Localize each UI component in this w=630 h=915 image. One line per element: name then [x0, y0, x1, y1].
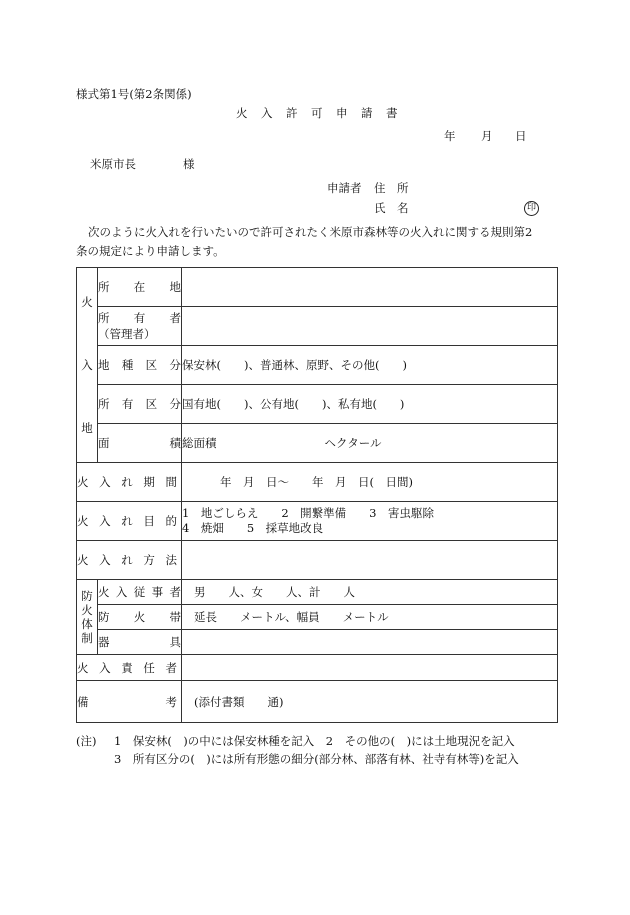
area-field[interactable]: 総面積 ヘクタール: [182, 424, 558, 463]
method-field[interactable]: [182, 541, 558, 580]
date-day: 日: [515, 129, 527, 143]
notes-line-1: 1 保安林( )の中には保安林種を記入 2 その他の( )には土地現況を記入: [114, 734, 515, 748]
applicant-address-label: 住 所: [374, 181, 409, 195]
responsible-label: 火 入 責 任 者: [77, 655, 182, 681]
period-label: 火 入 れ 期 間: [77, 463, 182, 502]
addressee-honorific: 様: [183, 157, 195, 171]
remarks-field[interactable]: (添付書類 通): [182, 681, 558, 723]
purpose-label: 火 入 れ 目 的: [77, 502, 182, 541]
notes-line-2: 3 所有区分の( )には所有形態の細分(部分林、部落有林、社寺有林等)を記入: [114, 752, 519, 766]
firebreak-label: 防 火 帯: [98, 605, 182, 630]
method-label: 火 入 れ 方 法: [77, 541, 182, 580]
land-type-label: 地 種 区 分: [98, 346, 182, 385]
intro-line-2: 条の規定により申請します。: [76, 244, 225, 258]
addressee-name: 米原市長: [90, 157, 136, 171]
workers-label: 火 入 従 事 者: [98, 580, 182, 605]
purpose-field[interactable]: 1 地ごしらえ 2 開繋準備 3 害虫駆除 4 焼畑 5 採草地改良: [182, 502, 558, 541]
equipment-label: 器 具: [98, 630, 182, 655]
applicant-label: 申請者: [327, 181, 362, 195]
form-number: 様式第1号(第2条関係): [76, 87, 192, 101]
ownership-label: 所 有 区 分: [98, 385, 182, 424]
period-field[interactable]: 年 月 日〜 年 月 日( 日間): [182, 463, 558, 502]
owner-field[interactable]: [182, 307, 558, 346]
workers-field[interactable]: 男 人、女 人、計 人: [182, 580, 558, 605]
land-type-field[interactable]: 保安林( )、普通林、原野、その他( ): [182, 346, 558, 385]
notes-prefix: (注): [76, 734, 97, 748]
location-label-text: 所 在 地: [98, 280, 181, 294]
location-field[interactable]: [182, 268, 558, 307]
remarks-label: 備 考: [77, 681, 182, 723]
seal-icon: 印: [524, 199, 539, 216]
applicant-name-label: 氏 名: [374, 201, 409, 215]
date-month: 月: [481, 129, 493, 143]
application-table: [76, 267, 558, 723]
area-label: 面 積: [98, 424, 182, 463]
location-label: [98, 268, 182, 307]
owner-label: 所 有 者 （管理者）: [98, 307, 182, 346]
ownership-field[interactable]: 国有地( )、公有地( )、私有地( ): [182, 385, 558, 424]
date-year: 年: [444, 129, 456, 143]
fire-prevention-group-label: 防 火 体 制: [77, 580, 98, 655]
page-title: 火 入 許 可 申 請 書: [236, 106, 399, 120]
firebreak-field[interactable]: 延長 メートル、幅員 メートル: [182, 605, 558, 630]
responsible-field[interactable]: [182, 655, 558, 681]
land-group-label: 火 入 地: [77, 268, 98, 463]
equipment-field[interactable]: [182, 630, 558, 655]
intro-line-1: 次のように火入れを行いたいので許可されたく米原市森林等の火入れに関する規則第2: [88, 225, 533, 239]
